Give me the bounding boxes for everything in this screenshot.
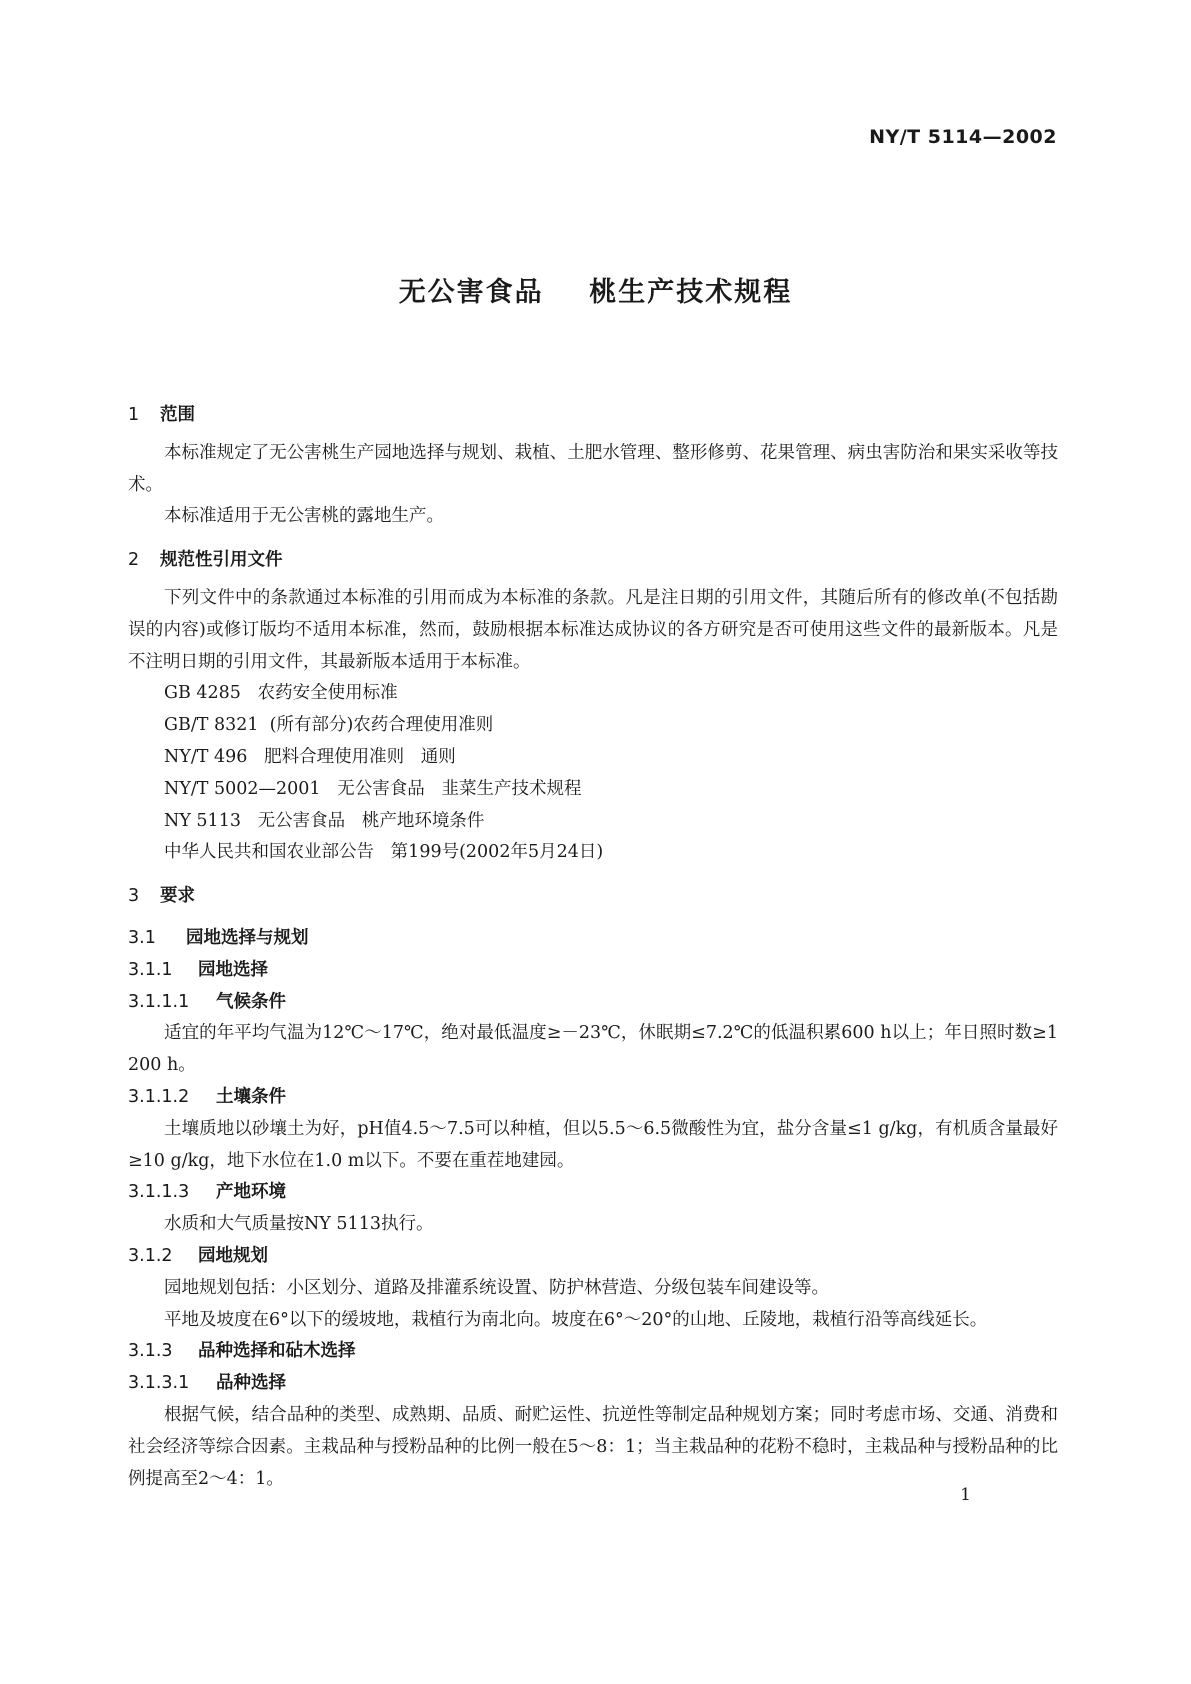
reference-item: NY 5113 无公害食品 桃产地环境条件 (164, 810, 485, 831)
reference-item: NY/T 5002—2001 无公害食品 韭菜生产技术规程 (164, 778, 582, 799)
section-title: 土壤条件 (216, 1086, 286, 1107)
clause-heading (128, 1082, 1058, 1114)
clause-heading (128, 1177, 1058, 1209)
section-title: 园地选择与规划 (186, 927, 309, 948)
section-number: 3.1.1.2 (128, 1086, 190, 1107)
section-number: 3 (128, 886, 140, 907)
section-number: 3.1.1 (128, 959, 173, 980)
clause-heading (128, 1368, 1058, 1400)
section-number: 2 (128, 550, 140, 571)
page-number: 1 (960, 1485, 971, 1505)
paragraph: 根据气候，结合品种的类型、成熟期、品质、耐贮运性、抗逆性等制定品种规划方案；同时考虑市场、交通、消费和社会经济等综合因素。主栽品种与授粉品种的比例一般在5～8：1；当主栽品种的花粉不稳时，主栽品种与授粉品种的比例提高至2～4：1。 (128, 1404, 1058, 1489)
paragraph: 平地及坡度在6°以下的缓坡地，栽植行为南北向。坡度在6°～20°的山地、丘陵地，栽植行沿等高线延长。 (164, 1309, 988, 1330)
section-number: 3.1 (128, 927, 156, 948)
section-title: 要求 (160, 886, 195, 907)
reference-item: 中华人民共和国农业部公告 第199号(2002年5月24日) (164, 842, 604, 863)
subsection-heading (128, 923, 1058, 955)
section-title: 产地环境 (216, 1182, 286, 1203)
section-number: 3.1.1.3 (128, 1182, 190, 1203)
section-number: 3.1.1.1 (128, 991, 190, 1012)
standard-code: NY/T 5114—2002 (869, 126, 1057, 148)
section-title: 规范性引用文件 (160, 550, 283, 571)
section-heading (128, 400, 1058, 432)
paragraph: 本标准规定了无公害桃生产园地选择与规划、栽植、土肥水管理、整形修剪、花果管理、病虫害防治和果实采收等技术。 (128, 442, 1058, 495)
subsection-heading (128, 1241, 1058, 1273)
reference-item: GB 4285 农药安全使用标准 (164, 683, 398, 704)
section-title: 气候条件 (216, 991, 286, 1012)
section-number: 3.1.3 (128, 1341, 173, 1362)
reference-item: NY/T 496 肥料合理使用准则 通则 (164, 746, 456, 767)
paragraph: 下列文件中的条款通过本标准的引用而成为本标准的条款。凡是注日期的引用文件，其随后所有的修改单(不包括勘误的内容)或修订版均不适用本标准，然而，鼓励根据本标准达成协议的各方研究是否可使用这些文件的最新版本。凡是不注明日期的引用文件，其最新版本适用于本标准。 (128, 587, 1058, 672)
section-number: 1 (128, 405, 140, 425)
paragraph: 园地规划包括：小区划分、道路及排灌系统设置、防护林营造、分级包装车间建设等。 (164, 1277, 829, 1298)
section-number: 3.1.2 (128, 1245, 173, 1266)
document-body (128, 392, 1058, 1495)
document-title: 无公害食品 桃生产技术规程 (398, 277, 793, 308)
paragraph: 土壤质地以砂壤土为好，pH值4.5～7.5可以种植，但以5.5～6.5微酸性为宜，盐分含量≤1 g/kg，有机质含量最好≥10 g/kg，地下水位在1.0 m以下。不要在重茬地建园。 (128, 1118, 1058, 1171)
paragraph: 本标准适用于无公害桃的露地生产。 (164, 506, 444, 527)
subsection-heading (128, 955, 1058, 987)
section-heading (128, 545, 1058, 577)
section-title: 园地规划 (198, 1245, 268, 1266)
subsection-heading (128, 1336, 1058, 1368)
section-title: 范围 (160, 405, 195, 425)
paragraph: 适宜的年平均气温为12℃～17℃，绝对最低温度≥－23℃，休眠期≤7.2℃的低温积累600 h以上；年日照时数≥1 200 h。 (128, 1023, 1058, 1076)
section-number: 3.1.3.1 (128, 1373, 190, 1394)
section-title: 园地选择 (198, 959, 268, 980)
paragraph: 水质和大气质量按NY 5113执行。 (164, 1214, 434, 1235)
section-title: 品种选择和砧木选择 (198, 1341, 356, 1362)
reference-item: GB/T 8321 (所有部分)农药合理使用准则 (164, 715, 494, 736)
section-heading (128, 881, 1058, 913)
clause-heading (128, 987, 1058, 1019)
section-title: 品种选择 (216, 1373, 286, 1394)
